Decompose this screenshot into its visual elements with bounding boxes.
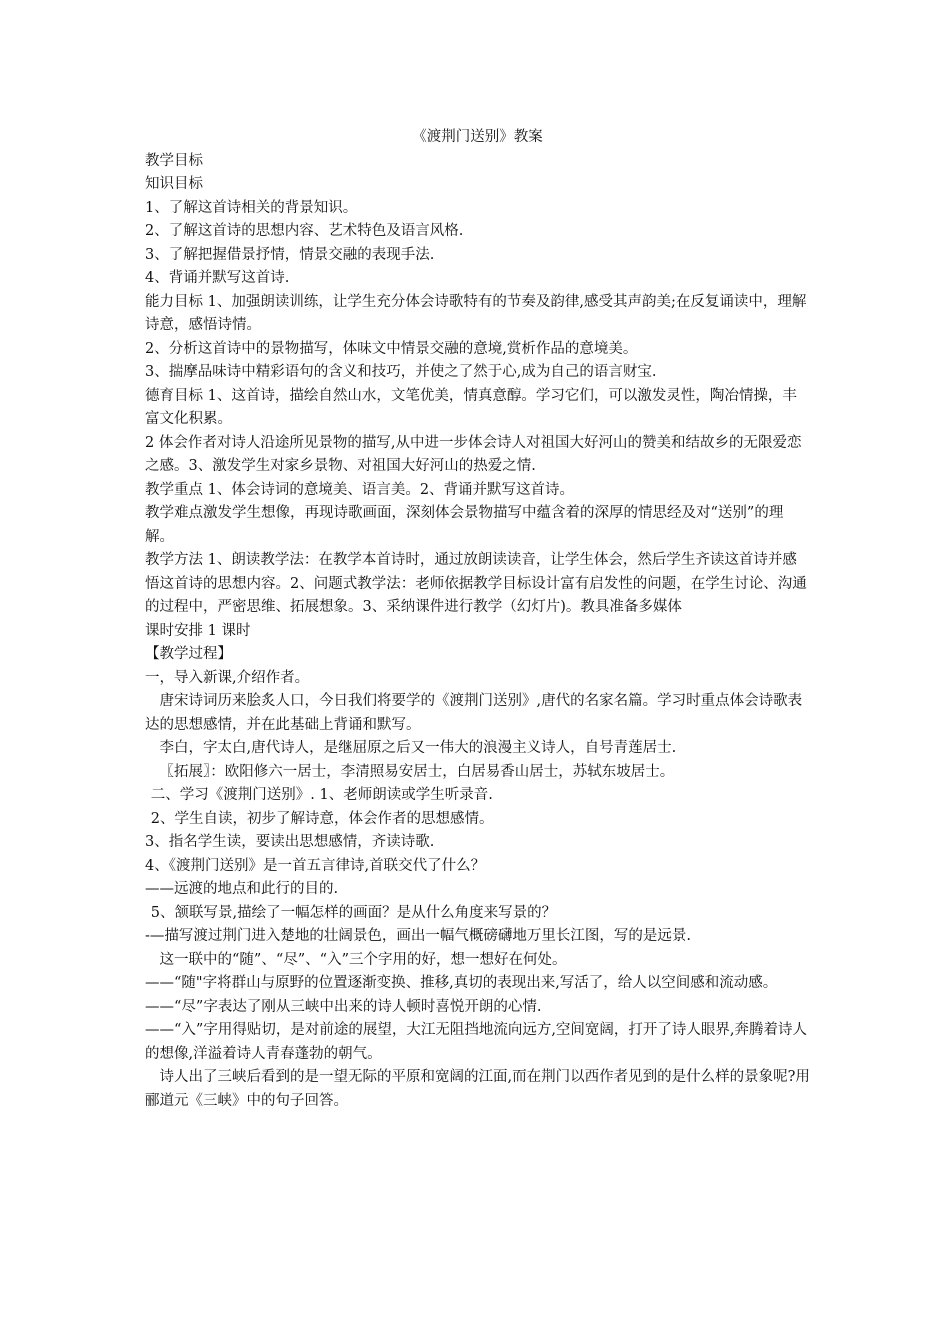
paragraph: 1、了解这首诗相关的背景知识。 [145, 199, 358, 216]
paragraph: 3、揣摩品味诗中精彩语句的含义和技巧，并使之了然于心,成为自己的语言财宝. [145, 364, 657, 380]
paragraph: 4、《渡荆门送别》是一首五言律诗,首联交代了什么？ [145, 857, 486, 874]
paragraph: 〖拓展〗：欧阳修六一居士，李清照易安居士，白居易香山居士，苏轼东坡居士。 [159, 763, 675, 780]
paragraph: 2 体会作者对诗人沿途所见景物的描写,从中进一步体会诗人对祖国大好河山的赞美和结故乡的无限爱恋之感。3、激发学生对家乡景物、对祖国大好河山的热爱之情. [145, 434, 802, 474]
paragraph: ——“尽”字表达了刚从三峡中出来的诗人顿时喜悦开朗的心情. [145, 998, 542, 1015]
paragraph: 2、分析这首诗中的景物描写，体味文中情景交融的意境,赏析作品的意境美。 [145, 340, 638, 357]
heading-teaching-goals: 教学目标 [145, 152, 203, 169]
paragraph: 二、学习《渡荆门送别》. 1、老师朗读或学生听录音. [150, 787, 493, 803]
paragraph-ability-goals: 能力目标 1、加强朗读训练，让学生充分体会诗歌特有的节奏及韵律,感受其声韵美;在反复诵读中，理解诗意，感悟诗情。 [145, 293, 807, 333]
paragraph: ——远渡的地点和此行的目的. [145, 881, 339, 897]
document-title: 《渡荆门送别》教案 [412, 129, 543, 145]
document-page [145, 126, 810, 1113]
paragraph-key-points: 教学重点 1、体会诗词的意境美、语言美。2、背诵并默写这首诗。 [145, 481, 575, 498]
paragraph: 3、了解把握借景抒情，情景交融的表现手法. [145, 246, 435, 263]
paragraph: ——“入”字用得贴切，是对前途的展望，大江无阻挡地流向远方,空间宽阔，打开了诗人眼界,奔腾着诗人的想像,洋溢着诗人青春蓬勃的朝气。 [145, 1022, 808, 1062]
paragraph: 3、指名学生读，要读出思想感情，齐读诗歌. [145, 834, 435, 850]
paragraph: 诗人出了三峡后看到的是一望无际的平原和宽阔的江面,而在荆门以西作者见到的是什么样的景象呢?用郦道元《三峡》中的句子回答。 [145, 1069, 810, 1109]
paragraph: 唐宋诗词历来脍炙人口，今日我们将要学的《渡荆门送别》,唐代的名家名篇。学习时重点体会诗歌表达的思想感情，并在此基础上背诵和默写。 [145, 693, 803, 733]
paragraph-moral-goals: 德育目标 1、这首诗，描绘自然山水，文笔优美，情真意醇。学习它们，可以激发灵性，陶冶情操，丰富文化积累。 [145, 387, 797, 427]
heading-teaching-process: 【教学过程】 [145, 646, 232, 662]
heading-knowledge-goals: 知识目标 [145, 176, 203, 192]
paragraph: -—描写渡过荆门进入楚地的壮阔景色，画出一幅气概磅礴地万里长江图，写的是远景. [145, 928, 692, 944]
paragraph: 李白，字太白,唐代诗人，是继屈原之后又一伟大的浪漫主义诗人，自号青莲居士. [159, 740, 677, 756]
paragraph: 这一联中的“随”、“尽”、“入”三个字用的好，想一想好在何处。 [159, 951, 567, 968]
paragraph: 2、学生自读，初步了解诗意，体会作者的思想感情。 [150, 810, 494, 827]
paragraph-difficulties: 教学难点激发学生想像，再现诗歌画面，深刻体会景物描写中蕴含着的深厚的情思经及对“送别”的理解。 [145, 505, 784, 545]
paragraph: 2、了解这首诗的思想内容、艺术特色及语言风格. [145, 223, 464, 239]
paragraph: 5、颔联写景,描绘了一幅怎样的画面？是从什么角度来写景的？ [150, 904, 557, 921]
paragraph: ——“随"字将群山与原野的位置逐渐变换、推移,真切的表现出来,写活了，给人以空间感和流动感。 [145, 975, 778, 991]
paragraph-schedule: 课时安排 1 课时 [145, 622, 251, 639]
paragraph: 4、背诵并默写这首诗. [145, 270, 290, 286]
paragraph-teaching-methods: 教学方法 1、朗读教学法：在教学本首诗时，通过放朗读读音，让学生体会，然后学生齐读这首诗并感悟这首诗的思想内容。2、问题式教学法：老师依据教学目标设计富有启发性的问题，在学生讨论、沟通的过程中，严密思维、拓展想象。3、采纳课件进行教学（幻灯片)。教具准备多媒体 [145, 552, 807, 615]
paragraph: 一，导入新课,介绍作者。 [145, 669, 310, 686]
